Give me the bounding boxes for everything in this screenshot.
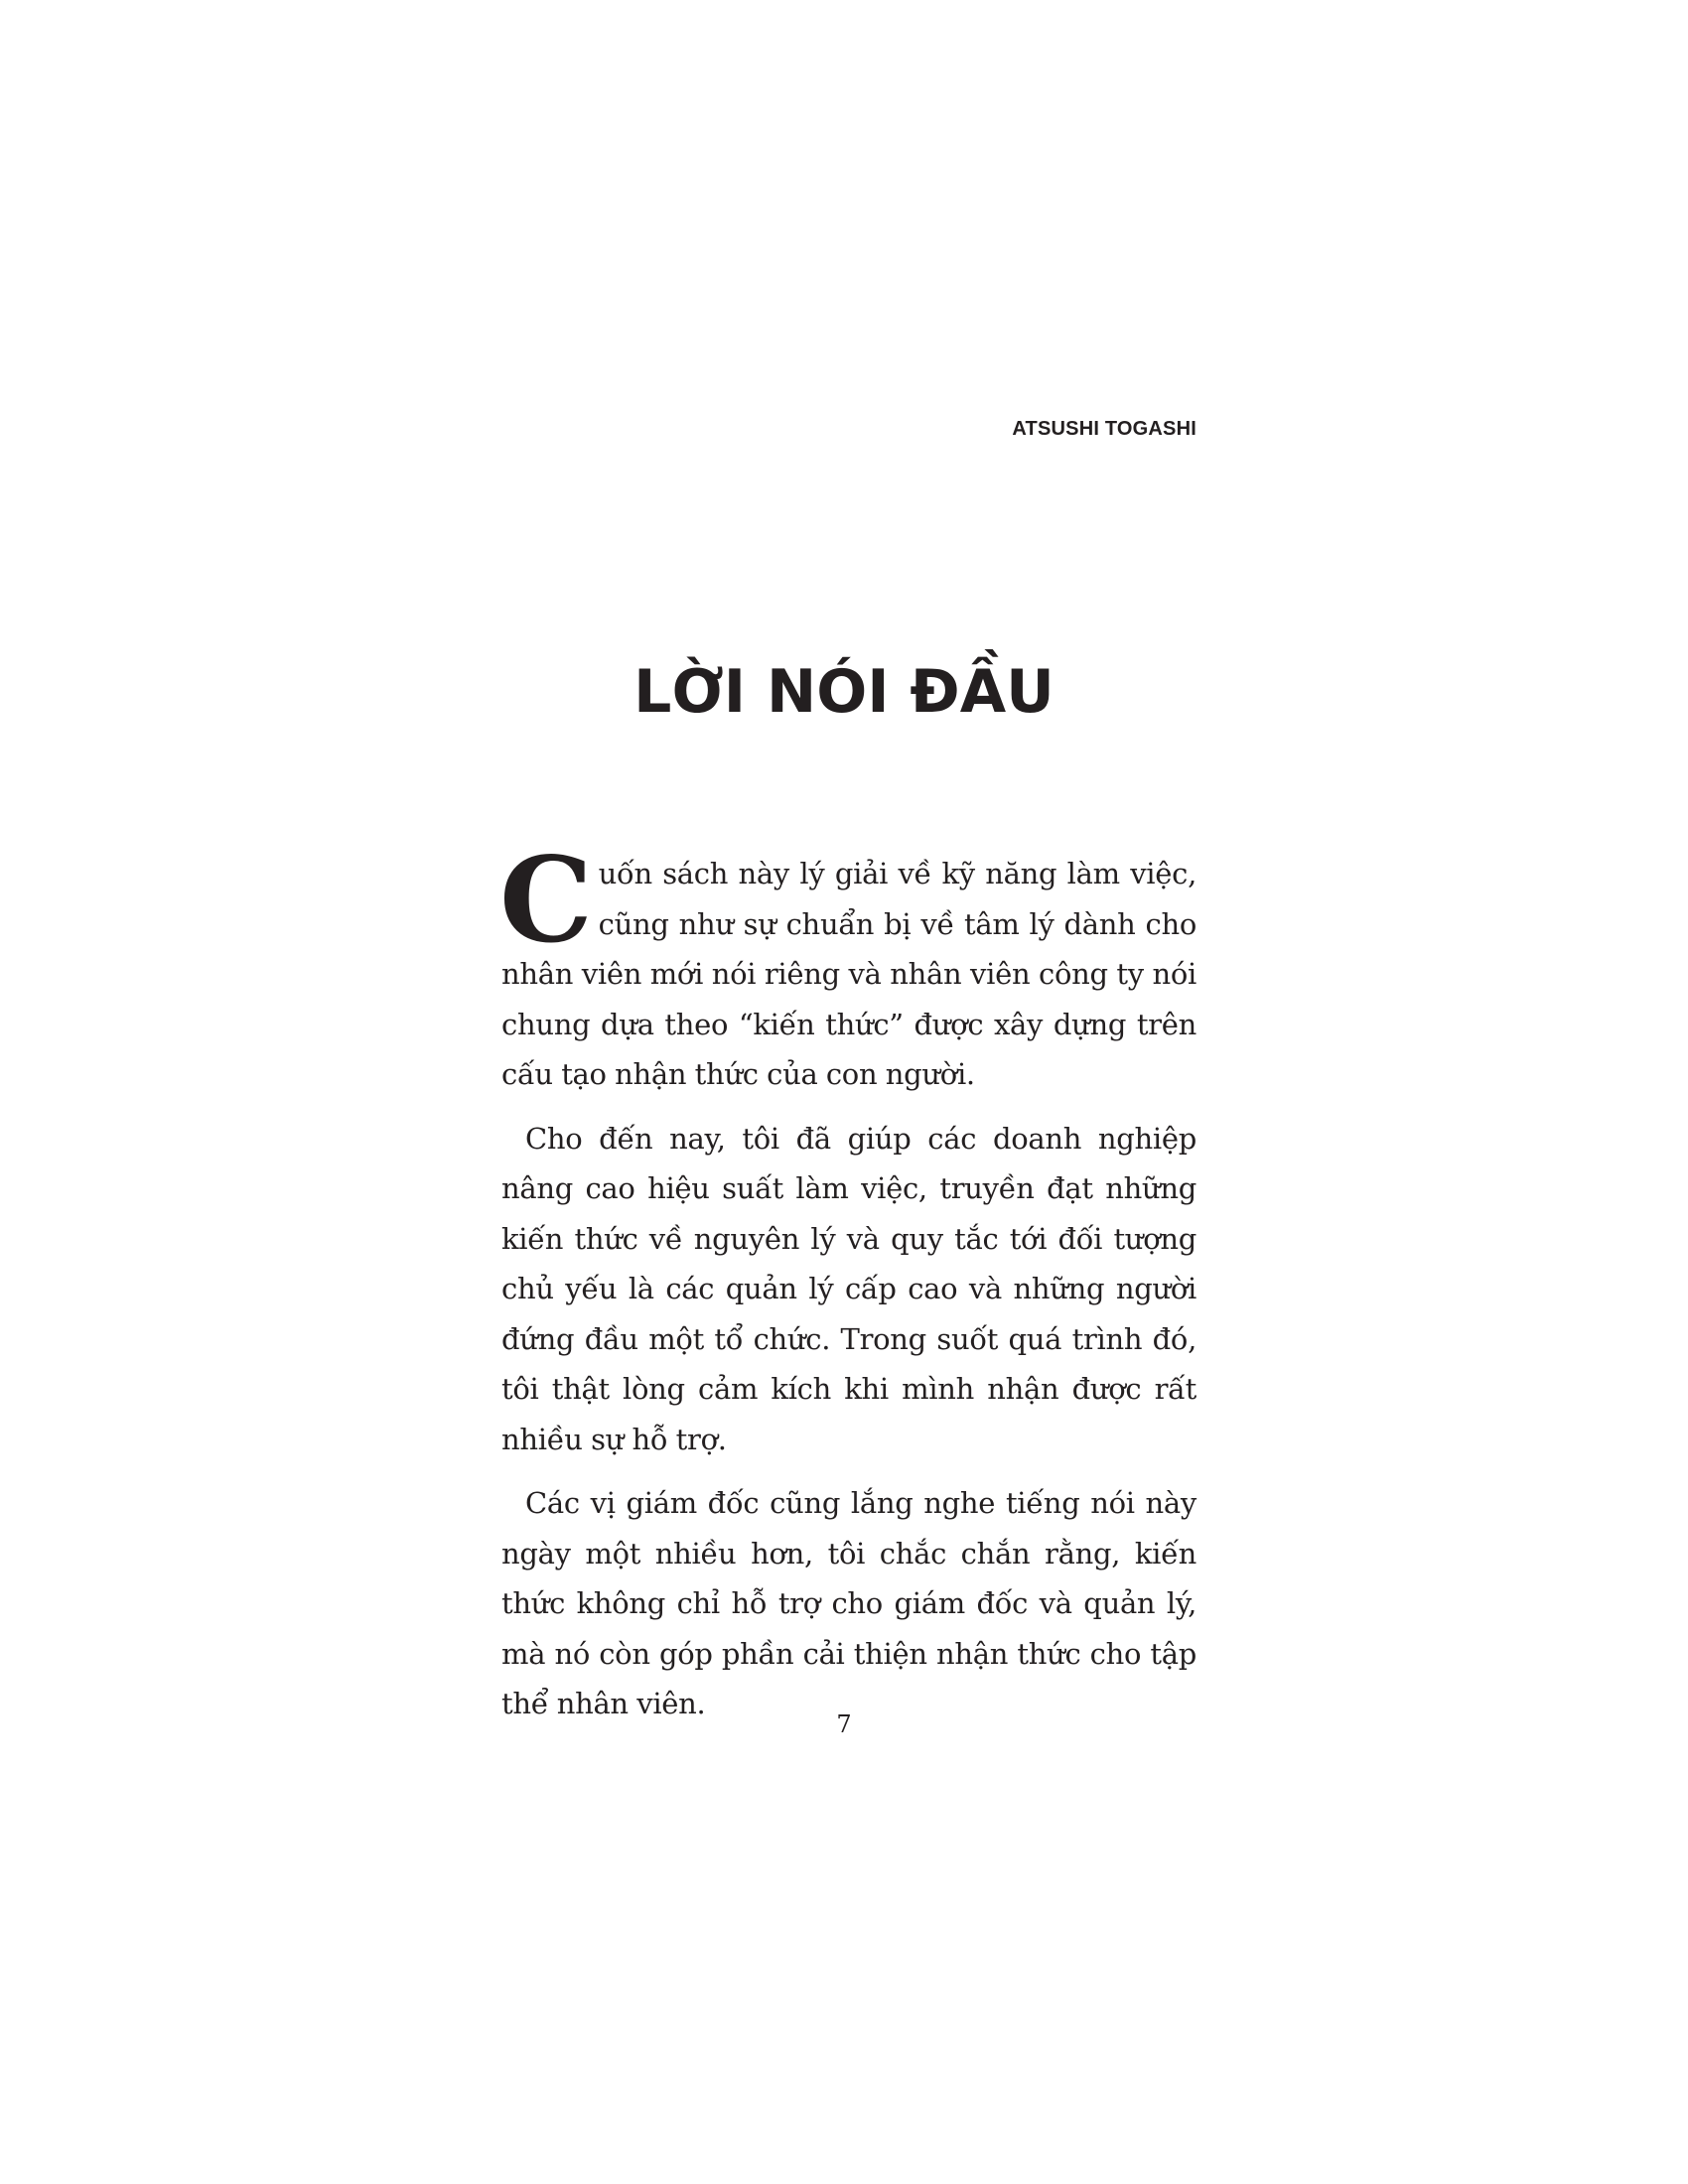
paragraph-1-text: uốn sách này lý giải về kỹ năng làm việc, cũng như sự chuẩn bị về tâm lý dành cho nhân viên mới nói riêng và nhân viên công ty nói chung dựa theo “kiến thức” được xây dựng trên cấu tạo nhận thức của con người.: [501, 857, 1196, 1091]
page-number: 7: [836, 1710, 852, 1738]
chapter-title: LỜI NÓI ĐẦU: [633, 657, 1055, 727]
body-text: [499, 831, 1196, 1743]
paragraph-2: Cho đến nay, tôi đã giúp các doanh nghiệp nâng cao hiệu suất làm việc, truyền đạt những kiến thức về nguyên lý và quy tắc tới đối tượng chủ yếu là các quản lý cấp cao và những người đứng đầu một tổ chức. Trong suốt quá trình đó, tôi thật lòng cảm kích khi mình nhận được rất nhiều sự hỗ trợ.: [501, 1121, 1196, 1456]
drop-cap: C: [499, 831, 593, 969]
running-header-author: ATSUSHI TOGASHI: [1012, 418, 1196, 440]
paragraph-3: Các vị giám đốc cũng lắng nghe tiếng nói này ngày một nhiều hơn, tôi chắc chắn rằng, kiến thức không chỉ hỗ trợ cho giám đốc và quản lý, mà nó còn góp phần cải thiện nhận thức cho tập thể nhân viên.: [501, 1486, 1196, 1720]
paragraph-1: [499, 831, 1196, 1100]
